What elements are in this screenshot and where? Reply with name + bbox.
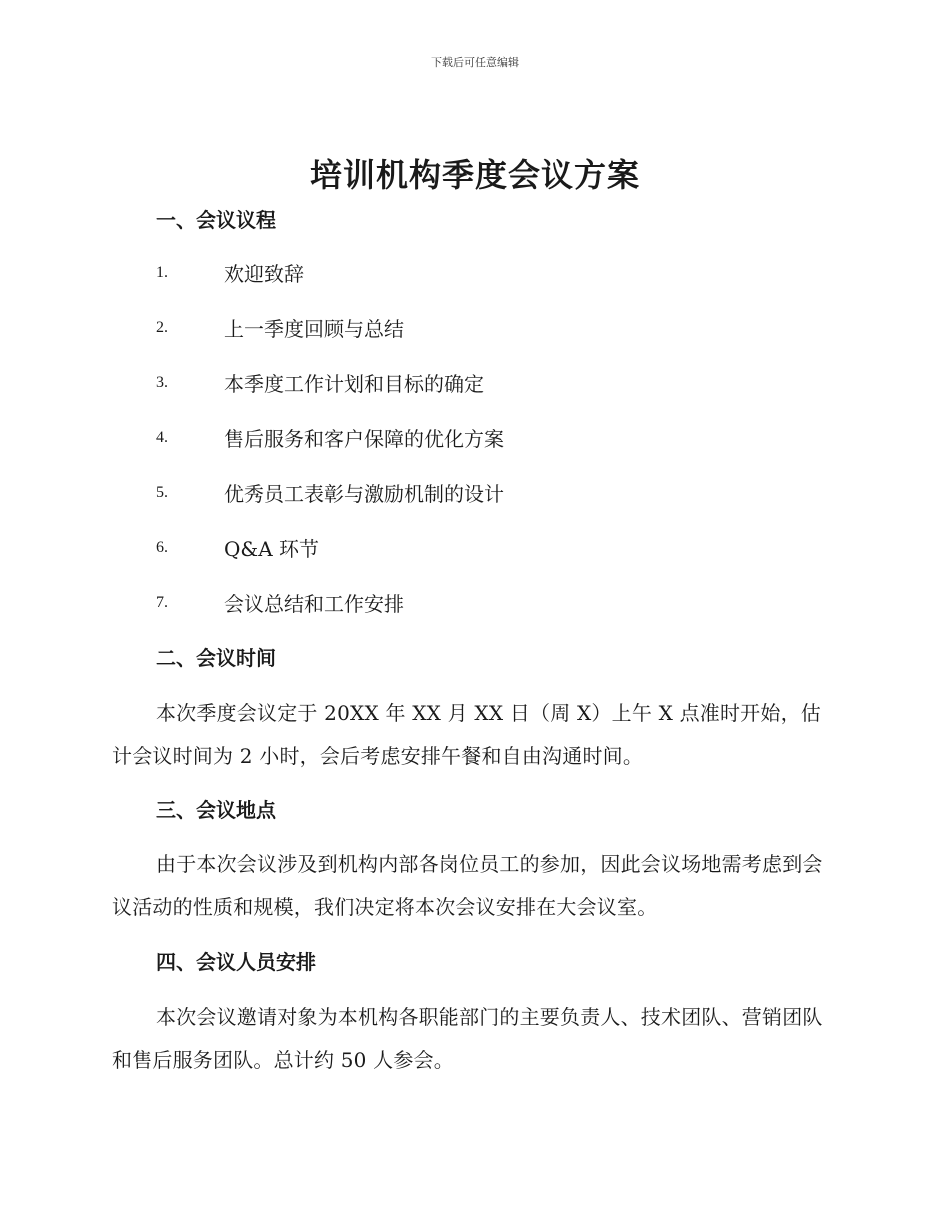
agenda-item: [0, 261, 700, 287]
agenda-item-number: 5.: [156, 484, 168, 501]
agenda-item-text: 本季度工作计划和目标的确定: [224, 372, 484, 396]
agenda-item-number: 7.: [156, 594, 168, 611]
people-heading: 四、会议人员安排: [156, 950, 316, 974]
agenda-item: [0, 591, 700, 617]
agenda-item: [0, 371, 700, 397]
agenda-item-text: 上一季度回顾与总结: [224, 317, 404, 341]
agenda-item: [0, 481, 700, 507]
agenda-item: [0, 426, 700, 452]
agenda-item-number: 6.: [156, 539, 168, 556]
time-heading: 二、会议时间: [156, 646, 276, 670]
agenda-item-text: 欢迎致辞: [224, 262, 304, 286]
agenda-item-text: 售后服务和客户保障的优化方案: [224, 427, 504, 451]
agenda-item: [0, 316, 700, 342]
agenda-item-text: Q&A 环节: [224, 537, 319, 561]
agenda-item-number: 2.: [156, 319, 168, 336]
agenda-item-number: 3.: [156, 374, 168, 391]
location-paragraph: 由于本次会议涉及到机构内部各岗位员工的参加，因此会议场地需考虑到会议活动的性质和规模，我们决定将本次会议安排在大会议室。: [112, 852, 823, 919]
people-paragraph: 本次会议邀请对象为本机构各职能部门的主要负责人、技术团队、营销团队和售后服务团队。总计约 50 人参会。: [112, 1005, 823, 1072]
header-note: 下载后可任意编辑: [431, 56, 519, 69]
agenda-item-number: 1.: [156, 264, 168, 281]
document-title: 培训机构季度会议方案: [309, 156, 640, 194]
time-paragraph: 本次季度会议定于 20XX 年 XX 月 XX 日（周 X）上午 X 点准时开始，估计会议时间为 2 小时，会后考虑安排午餐和自由沟通时间。: [112, 701, 821, 768]
agenda-item-number: 4.: [156, 429, 168, 446]
agenda-heading: 一、会议议程: [156, 208, 276, 232]
agenda-item: [0, 536, 700, 562]
agenda-item-text: 会议总结和工作安排: [224, 592, 404, 616]
agenda-item-text: 优秀员工表彰与激励机制的设计: [224, 482, 504, 506]
location-heading: 三、会议地点: [156, 798, 276, 822]
